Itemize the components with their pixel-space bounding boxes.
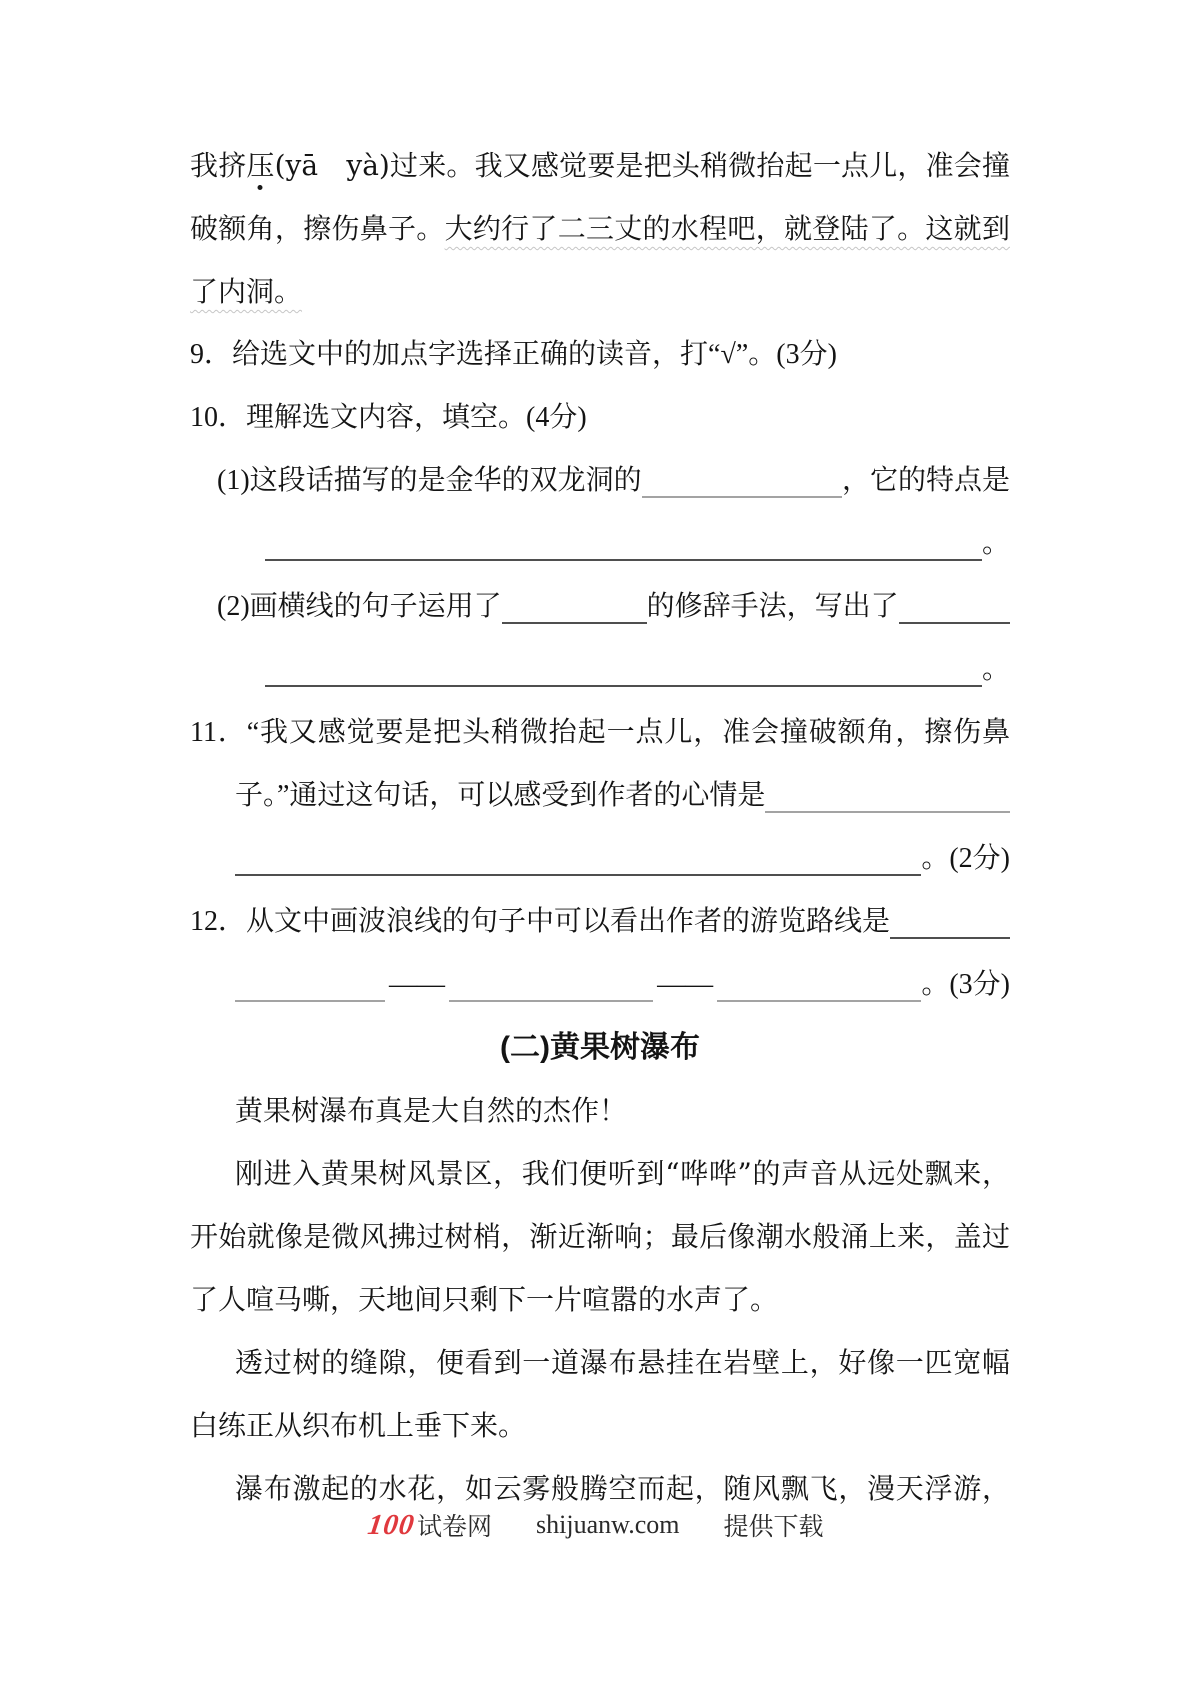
question-text: 的修辞手法，写出了 (646, 591, 899, 622)
passage-line-3 (190, 260, 1010, 323)
answer-blank (235, 827, 921, 876)
passage2-para3-line1: 透过树的缝隙，便看到一道瀑布悬挂在岩壁上，好像一匹宽幅 (235, 1346, 1010, 1379)
question-12-line2 (190, 953, 1010, 1016)
passage-line-2 (190, 197, 1010, 260)
question-text: “我又感觉要是把头稍微抬起一点儿，准会撞破额角，擦伤鼻 (246, 717, 1010, 748)
question-text: 画横线的句子运用了 (249, 591, 502, 622)
question-10 (190, 386, 1010, 449)
question-number: 12． (190, 906, 247, 937)
score-suffix: 。(3分) (921, 969, 1010, 1000)
site-brand (365, 1507, 493, 1543)
exam-content (190, 134, 1010, 1520)
question-text: ，它的特点是 (841, 465, 1010, 496)
passage2-para1-line1: 黄果树瀑布真是大自然的杰作！ (235, 1094, 628, 1127)
passage-line-1 (190, 134, 1010, 197)
section-2-heading: (二)黄果树瀑布 (500, 1031, 700, 1064)
download-tagline: 提供下载 (723, 1514, 824, 1541)
question-10-sub1-line1 (190, 449, 1010, 512)
question-number: 11． (190, 717, 247, 748)
question-number: 10． (190, 402, 247, 433)
answer-blank (235, 953, 385, 1002)
question-text: 理解选文内容，填空。(4分) (246, 402, 587, 433)
question-text: 子。”通过这句话，可以感受到作者的心情是 (235, 780, 766, 811)
answer-blank (265, 638, 982, 687)
passage-text: (yā yà)过来。我又感觉要是把头稍微抬起一点儿，准会撞 (274, 149, 1010, 182)
score-suffix: 。(2分) (921, 843, 1010, 874)
period-suffix: 。 (981, 528, 1010, 559)
route-dash: —— (389, 969, 445, 1000)
emphasized-char: 压 (246, 149, 275, 182)
question-text: 从文中画波浪线的句子中可以看出作者的游览路线是 (246, 906, 891, 937)
question-text: 这段话描写的是金华的双龙洞的 (249, 465, 642, 496)
sub-question-label: (2) (217, 591, 250, 622)
answer-blank (765, 764, 1010, 813)
question-number: 9． (190, 339, 233, 370)
answer-blank (502, 575, 647, 624)
answer-blank (642, 449, 842, 498)
question-12-line1 (190, 890, 1010, 953)
answer-blank (899, 575, 1010, 624)
question-text: 给选文中的加点字选择正确的读音，打“√”。(3分) (232, 339, 837, 370)
period-suffix: 。 (981, 654, 1010, 685)
answer-blank (449, 953, 653, 1002)
passage2-para4-line1: 瀑布激起的水花，如云雾般腾空而起，随风飘飞，漫天浮游， (235, 1472, 1010, 1505)
passage2-para2-line1: 刚进入黄果树风景区，我们便听到“哗哗”的声音从远处飘来， (235, 1157, 1010, 1190)
passage-text: 破额角，擦伤鼻子。 (190, 212, 445, 245)
site-domain: shijuanw.com (536, 1510, 680, 1539)
wavy-underlined-text: 了内洞。 (190, 275, 303, 308)
question-9 (190, 323, 1010, 386)
answer-blank (890, 890, 1010, 939)
question-11-line2 (190, 764, 1010, 827)
wavy-underlined-text: 大约行了二三丈的水程吧，就登陆了。这就到 (444, 212, 1010, 245)
question-10-sub2-line1 (190, 575, 1010, 638)
question-10-sub2-line2 (190, 638, 1010, 701)
question-11-line1 (190, 701, 1010, 764)
answer-blank (265, 512, 982, 561)
passage2-para2-line3: 了人喧马嘶，天地间只剩下一片喧嚣的水声了。 (190, 1283, 779, 1316)
question-11-line3 (190, 827, 1010, 890)
answer-blank (717, 953, 921, 1002)
passage2-para3-line2: 白练正从织布机上垂下来。 (190, 1409, 527, 1442)
passage-text: 我挤 (190, 149, 247, 182)
sub-question-label: (1) (217, 465, 250, 496)
footer (0, 1502, 1191, 1548)
site-name: 试卷网 (417, 1514, 493, 1541)
question-10-sub1-line2 (190, 512, 1010, 575)
logo-100-icon: 100 (365, 1508, 417, 1541)
route-dash: —— (657, 969, 714, 1000)
passage2-para2-line2: 开始就像是微风拂过树梢，渐近渐响；最后像潮水般涌上来，盖过 (190, 1220, 1010, 1253)
